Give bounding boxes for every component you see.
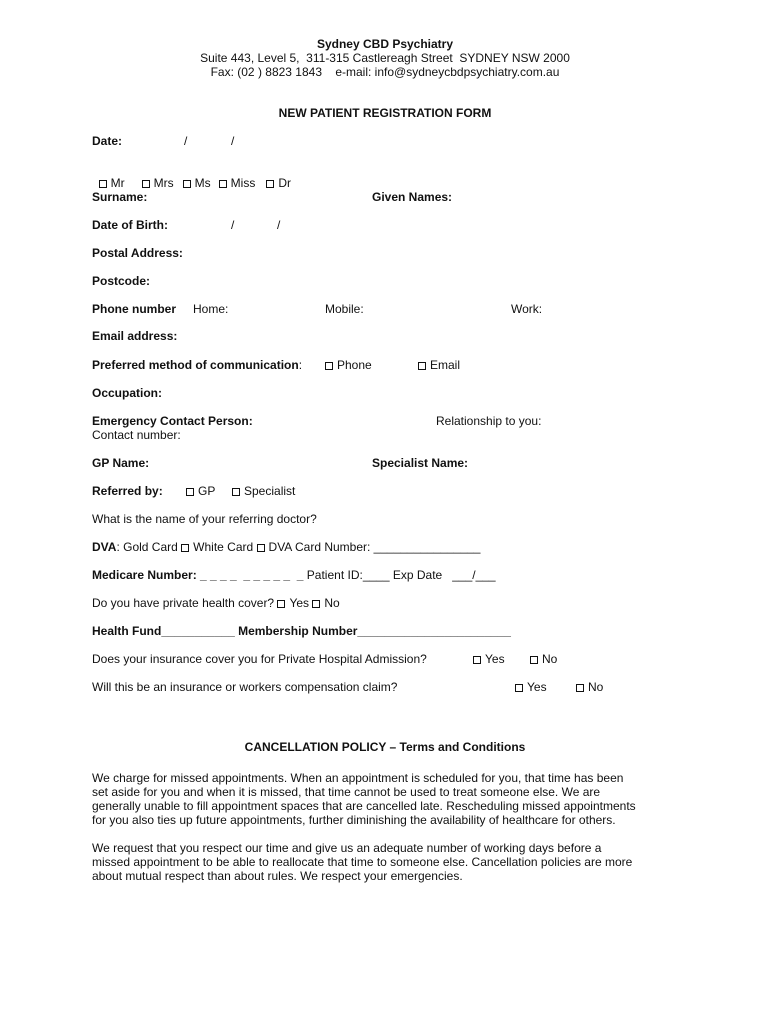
private-cover-no-checkbox[interactable] [312, 600, 320, 608]
date-label: Date: [92, 134, 123, 148]
hospital-no-option[interactable]: No [530, 652, 557, 666]
emergency-contact-label: Emergency Contact Person: [92, 414, 253, 428]
work-phone-label: Work: [511, 302, 543, 316]
referred-by-label: Referred by: [92, 484, 163, 498]
health-fund-field[interactable]: Health Fund___________ Membership Number_______________________ [92, 624, 511, 638]
title-ms-option[interactable]: Ms [183, 176, 211, 190]
claim-no-option[interactable]: No [576, 680, 603, 694]
relationship-label: Relationship to you: [436, 414, 542, 428]
patient-id-exp-field[interactable]: Patient ID:____ Exp Date ___/___ [306, 568, 496, 582]
title-mrs-option[interactable]: Mrs [142, 176, 174, 190]
dva-gold-card-label: : Gold Card [116, 540, 178, 554]
referring-doctor-question: What is the name of your referring doctor? [92, 512, 317, 526]
policy-line: about mutual respect than about rules. We respect your emergencies. [92, 869, 463, 883]
mobile-phone-label: Mobile: [325, 302, 364, 316]
title-options [92, 162, 291, 190]
policy-paragraph-1 [92, 771, 692, 827]
private-cover-yes-checkbox[interactable] [277, 600, 285, 608]
surname-label: Surname: [92, 190, 148, 204]
practice-contact: Fax: (02 ) 8823 1843 e-mail: info@sydneycbdpsychiatry.com.au [210, 65, 560, 79]
phone-checkbox[interactable] [325, 362, 333, 370]
phone-option[interactable]: Phone [325, 358, 372, 372]
date-slash-1: / [184, 134, 188, 148]
hospital-no-checkbox[interactable] [530, 656, 538, 664]
dva-card-number-field[interactable]: DVA Card Number: ________________ [268, 540, 481, 554]
policy-paragraph-2 [92, 841, 692, 883]
phone-number-label: Phone number [92, 302, 177, 316]
policy-title: CANCELLATION POLICY – Terms and Conditions [244, 740, 526, 754]
dva-row [92, 540, 480, 554]
medicare-row [92, 568, 496, 582]
private-cover-question: Do you have private health cover? [92, 596, 275, 610]
dob-slash-2: / [277, 218, 281, 232]
title-dr-option[interactable]: Dr [266, 176, 291, 190]
hospital-admission-question: Does your insurance cover you for Private Hospital Admission? [92, 652, 427, 666]
referred-gp-option[interactable]: GP [186, 484, 215, 498]
title-mr-option[interactable]: Mr [99, 176, 125, 190]
dob-label: Date of Birth: [92, 218, 168, 232]
home-phone-label: Home: [193, 302, 229, 316]
policy-line: We request that you respect our time and give us an adequate number of working days before a [92, 841, 602, 855]
compensation-claim-question: Will this be an insurance or workers compensation claim? [92, 680, 398, 694]
gp-name-label: GP Name: [92, 456, 150, 470]
dva-gold-checkbox[interactable] [181, 544, 189, 552]
hospital-yes-checkbox[interactable] [473, 656, 481, 664]
practice-name: Sydney CBD Psychiatry [316, 37, 454, 51]
policy-line: for you also ties up future appointments, further diminishing the availability of healthcare for others. [92, 813, 616, 827]
claim-no-checkbox[interactable] [576, 684, 584, 692]
miss-checkbox[interactable] [219, 180, 227, 188]
policy-line: We charge for missed appointments. When an appointment is scheduled for you, that time has been [92, 771, 624, 785]
medicare-number-field[interactable]: _ _ _ _ _ _ _ _ _ _ [196, 568, 307, 582]
practice-address: Suite 443, Level 5, 311-315 Castlereagh Street SYDNEY NSW 2000 [200, 51, 570, 65]
dva-white-checkbox[interactable] [257, 544, 265, 552]
referred-specialist-option[interactable]: Specialist [232, 484, 295, 498]
specialist-name-label: Specialist Name: [372, 456, 469, 470]
title-miss-option[interactable]: Miss [219, 176, 256, 190]
postal-address-label: Postal Address: [92, 246, 183, 260]
preferred-method-label: Preferred method of communication [92, 358, 299, 372]
dr-checkbox[interactable] [266, 180, 274, 188]
email-option[interactable]: Email [418, 358, 460, 372]
form-title: NEW PATIENT REGISTRATION FORM [278, 106, 492, 120]
hospital-yes-option[interactable]: Yes [473, 652, 505, 666]
claim-yes-option[interactable]: Yes [515, 680, 547, 694]
policy-line: missed appointment to be able to reallocate that time to someone else. Cancellation policies are more [92, 855, 633, 869]
medicare-number-label: Medicare Number: [92, 568, 197, 582]
given-names-label: Given Names: [372, 190, 453, 204]
dva-white-card-label: White Card [193, 540, 254, 554]
policy-line: generally unable to fill appointment spaces that are cancelled late. Rescheduling missed appointments [92, 799, 636, 813]
referred-specialist-checkbox[interactable] [232, 488, 240, 496]
mr-checkbox[interactable] [99, 180, 107, 188]
email-checkbox[interactable] [418, 362, 426, 370]
claim-yes-checkbox[interactable] [515, 684, 523, 692]
preferred-method-row: Preferred method of communication: [92, 358, 303, 372]
mrs-checkbox[interactable] [142, 180, 150, 188]
email-address-label: Email address: [92, 329, 178, 343]
ms-checkbox[interactable] [183, 180, 191, 188]
date-slash-2: / [231, 134, 235, 148]
private-cover-row: Do you have private health cover? Yes No [92, 596, 340, 610]
policy-line: set aside for you and when it is missed, that time cannot be used to treat someone else. We are [92, 785, 601, 799]
postcode-label: Postcode: [92, 274, 151, 288]
referred-gp-checkbox[interactable] [186, 488, 194, 496]
contact-number-label: Contact number: [92, 428, 181, 442]
dob-slash-1: / [231, 218, 235, 232]
occupation-label: Occupation: [92, 386, 163, 400]
dva-label: DVA [92, 540, 117, 554]
